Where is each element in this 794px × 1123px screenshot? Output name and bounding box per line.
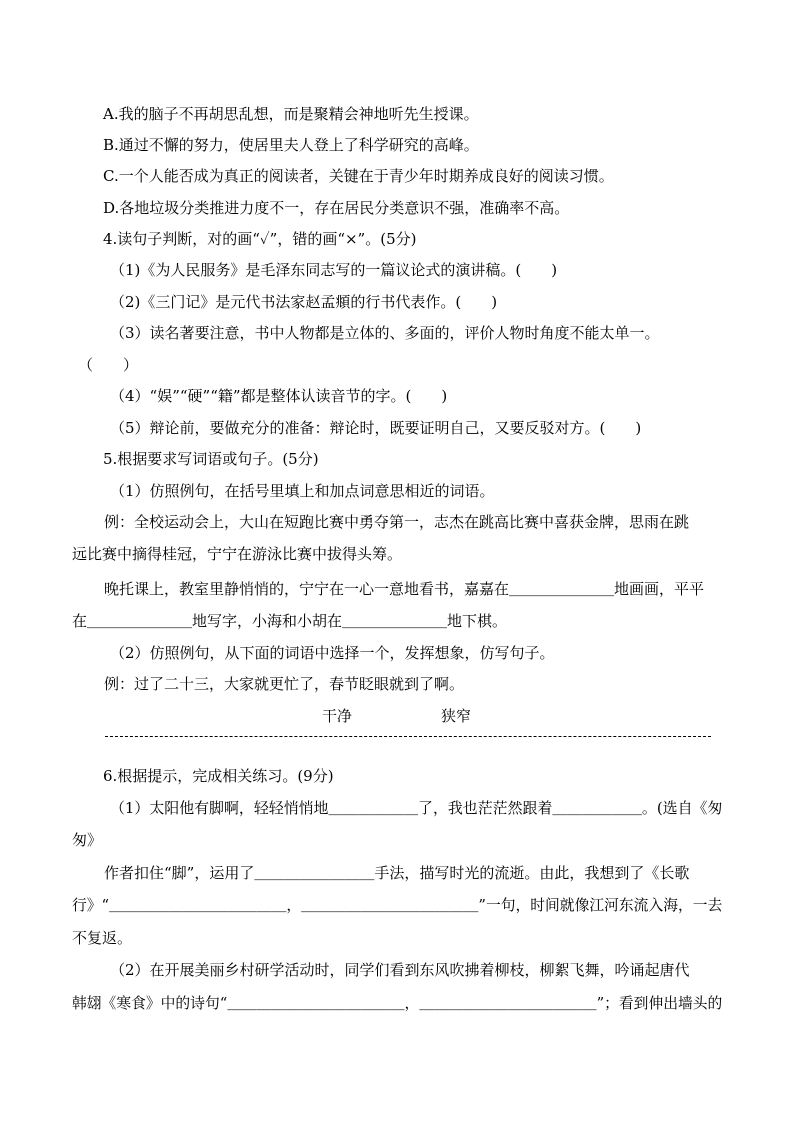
question-4-heading: 4.读句子判断，对的画“✓”，错的画“×”。(5分): [103, 230, 417, 248]
q5-part-2: （2）仿照例句，从下面的词语中选择一个，发挥想象，仿写句子。: [110, 644, 555, 662]
q6-part-1-line-3: 作者扣住“脚”，运用了＿＿＿＿＿＿＿＿手法，描写时光的流逝。由此，我想到了《长歌: [104, 864, 690, 882]
q5-exercise-line-1: 晚托课上，教室里静悄悄的，宁宁在一心一意地看书，嘉嘉在＿＿＿＿＿＿＿地画画，平平: [104, 580, 705, 598]
q5-example-1-line-2: 远比赛中摘得桂冠，宁宁在游泳比赛中拔得头筹。: [72, 545, 403, 563]
q5-example-1-line-1: 例：全校运动会上，大山在短跑比赛中勇夺第一，志杰在跳高比赛中喜获金牌，思雨在跳: [104, 513, 690, 531]
q4-item-2: （2)《三门记》是元代书法家赵孟頫的行书代表作。( ): [110, 293, 498, 311]
option-a: A.我的脑子不再胡思乱想，而是聚精会神地听先生授课。: [103, 105, 479, 123]
q4-item-4: （4）“娱”“硬”“籍”都是整体认读音节的字。( ): [110, 387, 448, 405]
question-6-heading: 6.根据提示，完成相关练习。(9分): [103, 767, 334, 785]
q6-part-1-line-4: 行》“＿＿＿＿＿＿＿＿＿＿＿＿，＿＿＿＿＿＿＿＿＿＿＿＿”一句，时间就像江河东流入海，一去: [72, 896, 723, 914]
q4-item-3-bracket: （ ）: [78, 356, 139, 374]
q6-part-1-line-1: （1）太阳他有脚啊，轻轻悄悄地＿＿＿＿＿＿了，我也茫茫然跟着＿＿＿＿＿＿。(选自《匆: [110, 799, 723, 817]
word-option-1: 干净: [322, 707, 353, 725]
word-option-2: 狭窄: [441, 707, 472, 725]
answer-blank-line[interactable]: [105, 736, 711, 737]
q4-item-1: （1)《为人民服务》是毛泽东同志写的一篇议论式的演讲稿。( ): [110, 261, 558, 279]
question-5-heading: 5.根据要求写词语或句子。(5分): [103, 450, 319, 468]
q5-exercise-line-2: 在＿＿＿＿＿＿＿地写字，小海和小胡在＿＿＿＿＿＿＿地下棋。: [72, 612, 508, 630]
q4-item-5: （5）辩论前，要做充分的准备：辩论时，既要证明自己，又要反驳对方。( ): [110, 419, 642, 437]
q5-example-2: 例：过了二十三，大家就更忙了，春节眨眼就到了啊。: [104, 675, 465, 693]
q6-part-2-line-2: 韩翃《寒食》中的诗句“＿＿＿＿＿＿＿＿＿＿＿＿，＿＿＿＿＿＿＿＿＿＿＿＿”；看到伸出墙头的: [72, 994, 723, 1012]
q4-item-3: （3）读名著要注意，书中人物都是立体的、多面的，评价人物时角度不能太单一。: [110, 324, 660, 342]
option-d: D.各地垃圾分类推进力度不一，存在居民分类意识不强，准确率不高。: [103, 199, 570, 217]
option-c: C.一个人能否成为真正的阅读者，关键在于青少年时期养成良好的阅读习惯。: [103, 167, 614, 185]
q6-part-2-line-1: （2）在开展美丽乡村研学活动时，同学们看到东风吹拂着柳枝，柳絮飞舞，吟诵起唐代: [110, 961, 690, 979]
q6-part-1-line-5: 不复返。: [72, 929, 133, 947]
option-b: B.通过不懈的努力，使居里夫人登上了科学研究的高峰。: [103, 136, 479, 154]
q6-part-1-line-2: 匆》: [72, 831, 103, 849]
q5-part-1: （1）仿照例句，在括号里填上和加点词意思相近的词语。: [110, 482, 495, 500]
